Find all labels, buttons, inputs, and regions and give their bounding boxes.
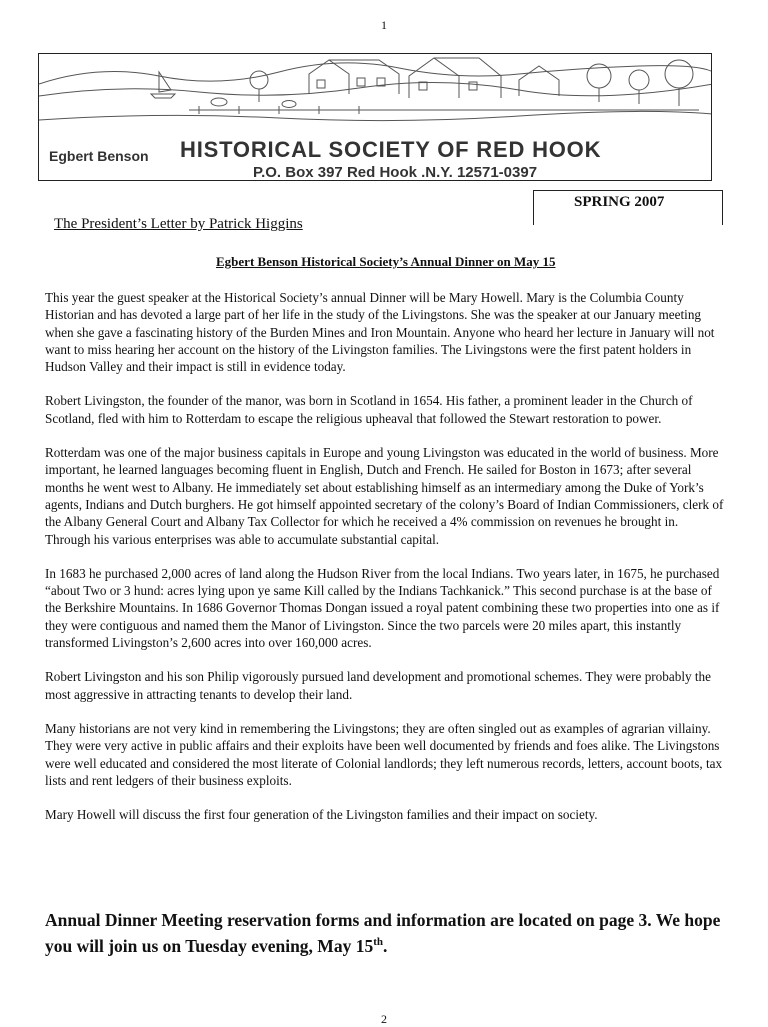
article-heading: Egbert Benson Historical Society’s Annual Dinner on May 15 xyxy=(216,254,556,269)
president-letter-title: The President’s Letter by Patrick Higgins xyxy=(54,216,303,232)
page-number-top: 1 xyxy=(381,18,387,32)
issue-season: SPRING 2007 xyxy=(574,194,665,210)
closing-announcement xyxy=(45,909,735,957)
paragraph: In 1683 he purchased 2,000 acres of land along the Hudson River from the local Indians. Two years later, in 1675, he purchased “about Two or 3 hund: acres lying upon ye same Kill called by the Indians Tachkanick.” This second purchase is at the base of the Berkshire Mountains. In 1686 Governor Thomas Dongan issued a royal patent combining these two properties into one as if they were contiguous and named them the Manor of Livingston. Since the two parcels were 20 miles apart, this instantly transformed Livingston’s 2,600 acres into over 160,000 acres. xyxy=(45,565,720,651)
paragraph: Many historians are not very kind in remembering the Livingstons; they are often singled out as examples of agrarian villainy. They were very active in public affairs and their exploits have been well documented by friends and foes alike. The Livingstons were well educated and considered the most literate of Colonial landlords; they left numerous records, letters, account boots, tax lists and rent ledgers of their business exploits. xyxy=(45,720,723,788)
society-name: HISTORICAL SOCIETY OF RED HOOK xyxy=(180,137,602,162)
paragraph: Rotterdam was one of the major business capitals in Europe and young Livingston was educated in the world of business. More important, he learned languages becoming fluent in English, Dutch and French. He sailed for Boston in 1673; after several months he went west to Albany. He immediately set about establishing himself as an intermediary among the Duke of York’s agents, Indians and Dutch burghers. He got himself appointed secretary of the colony’s Board of Indian Commissioners, clerk of the Albany General Court and Albany Tax Collector for which he received a 4% commission on revenues he brought in. Through his various enterprises was able to accumulate substantial capital. xyxy=(45,445,724,547)
masthead xyxy=(38,53,712,181)
paragraph: Mary Howell will discuss the first four generation of the Livingston families and their impact on society. xyxy=(45,807,598,823)
village-landscape-illustration xyxy=(39,54,712,134)
closing-superscript: th xyxy=(373,936,383,948)
page-number-bottom: 2 xyxy=(381,1012,387,1026)
closing-end: . xyxy=(382,935,388,956)
society-name-prefix: Egbert Benson xyxy=(49,148,149,164)
issue-box xyxy=(533,190,723,225)
closing-text: Annual Dinner Meeting reservation forms and information are located on page 3. We hope you will join us on Tuesday evening, May 15 xyxy=(45,910,721,956)
society-address: P.O. Box 397 Red Hook .N.Y. 12571-0397 xyxy=(253,164,538,181)
paragraph: This year the guest speaker at the Historical Society’s annual Dinner will be Mary Howell. Mary is the Columbia County Historian and has devoted a large part of her life in the study of the Livingstons. She was the speaker at our January meeting when she gave a fascinating history of the Burden Mines and Iron Mountain. Anyone who heard her lecture in January will not want to miss hearing her account on the history of the Livingston families. The Livingstons were the first patent holders in Hudson Valley and their impact is still in evidence today. xyxy=(45,290,715,375)
paragraph: Robert Livingston and his son Philip vigorously pursued land development and promotional schemes. They were probably the most aggressive in attracting tenants to develop their land. xyxy=(45,669,711,702)
article-body xyxy=(45,289,725,840)
paragraph: Robert Livingston, the founder of the manor, was born in Scotland in 1654. His father, a prominent leader in the Church of Scotland, fled with him to Rotterdam to escape the religious upheaval that followed the Stewart restoration to power. xyxy=(45,393,693,426)
